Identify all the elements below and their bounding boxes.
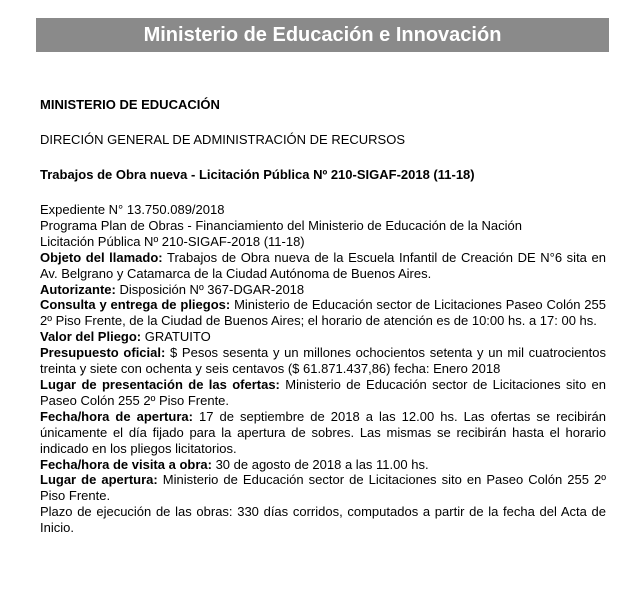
licitacion-line: Licitación Pública Nº 210-SIGAF-2018 (11-18) bbox=[40, 233, 305, 249]
presupuesto-text: $ Pesos sesenta y un millones ochocientos setenta y un mil cuatrocientos treinta y siete con ochenta y seis centavos ($ 61.871.437,86) fecha: Enero 2018 bbox=[40, 345, 606, 377]
notice-body bbox=[40, 202, 606, 536]
lugar-presentacion-label: Lugar de presentación de las ofertas: bbox=[40, 376, 280, 392]
lugar-presentacion-paragraph bbox=[40, 377, 606, 409]
objeto-label: Objeto del llamado: bbox=[40, 249, 163, 265]
valor-text: GRATUITO bbox=[144, 329, 211, 345]
consulta-paragraph bbox=[40, 297, 606, 329]
apertura-text: 17 de septiembre de 2018 a las 12.00 hs. Las ofertas se recibirán únicamente el día fijado para la apertura de sobres. Las mismas se recibirán hasta el horario indicado en los pliegos licitatorios. bbox=[40, 408, 606, 456]
presupuesto-label: Presupuesto oficial: bbox=[40, 345, 166, 361]
plazo-paragraph: Plazo de ejecución de las obras: 330 días corridos, computados a partir de la fecha del Acta de Inicio. bbox=[40, 504, 606, 536]
ministry-heading: MINISTERIO DE EDUCACIÓN bbox=[40, 97, 220, 112]
lugar-apertura-label: Lugar de apertura: bbox=[40, 472, 158, 488]
autorizante-text: Disposición Nº 367-DGAR-2018 bbox=[119, 281, 305, 297]
objeto-paragraph bbox=[40, 250, 606, 282]
visita-paragraph bbox=[40, 457, 606, 473]
lugar-apertura-paragraph bbox=[40, 472, 606, 504]
autorizante-paragraph bbox=[40, 282, 606, 298]
presupuesto-paragraph bbox=[40, 345, 606, 377]
lugar-apertura-text: Ministerio de Educación sector de Licitaciones sito en Paseo Colón 255 2º Piso Frente. bbox=[40, 472, 606, 504]
visita-label: Fecha/hora de visita a obra: bbox=[40, 456, 212, 472]
programa-line: Programa Plan de Obras - Financiamiento del Ministerio de Educación de la Nación bbox=[40, 217, 522, 233]
direction-heading: DIRECIÓN GENERAL DE ADMINISTRACIÓN DE RECURSOS bbox=[40, 132, 406, 147]
consulta-label: Consulta y entrega de pliegos: bbox=[40, 297, 231, 313]
objeto-text: Trabajos de Obra nueva de la Escuela Infantil de Creación DE N°6 sita en Av. Belgrano y Catamarca de la Ciudad Autónoma de Buenos Aires. bbox=[40, 249, 606, 281]
apertura-label: Fecha/hora de apertura: bbox=[40, 408, 193, 424]
banner-title: Ministerio de Educación e Innovación bbox=[36, 18, 609, 52]
valor-label: Valor del Pliego: bbox=[40, 329, 142, 345]
valor-paragraph bbox=[40, 329, 606, 345]
notice-title: Trabajos de Obra nueva - Licitación Pública Nº 210-SIGAF-2018 (11-18) bbox=[40, 167, 475, 182]
autorizante-label: Autorizante: bbox=[40, 281, 116, 297]
expediente-line: Expediente N° 13.750.089/2018 bbox=[40, 202, 225, 217]
apertura-paragraph bbox=[40, 409, 606, 457]
visita-text: 30 de agosto de 2018 a las 11.00 hs. bbox=[215, 456, 429, 472]
consulta-text: Ministerio de Educación sector de Licitaciones Paseo Colón 255 2º Piso Frente, de la Ciudad de Buenos Aires; el horario de atención es de 10:00 hs. a 17: 00 hs. bbox=[40, 297, 606, 329]
lugar-presentacion-text: Ministerio de Educación sector de Licitaciones sito en Paseo Colón 255 2º Piso Frente. bbox=[40, 376, 606, 408]
